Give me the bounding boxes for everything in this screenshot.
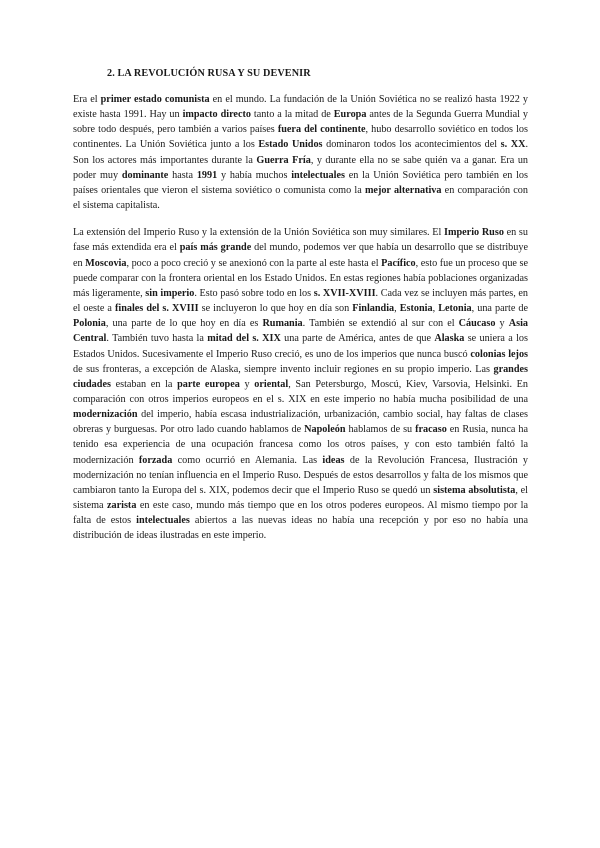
text-run: del mundo, podemos ver que había un desarrollo que se distribuye en [73, 242, 528, 269]
text-run: dominaron todos los acontecimientos del [322, 139, 501, 151]
text-run: , San Petersburgo, Moscú, Kiev, Varsovia, Helsinki. En comparación con otros imperios europeos en el s. XIX en este imperio no había mucha posibilidad de una [73, 378, 529, 405]
text-run: estaban en la [110, 378, 178, 390]
bold-term: sin imperio [145, 287, 195, 299]
bold-term: primer estado comunista [100, 94, 210, 105]
text-run: hablamos de su [345, 424, 416, 436]
bold-term: Alaska [434, 333, 465, 345]
paragraph [73, 92, 528, 213]
text-run: hasta [168, 169, 197, 181]
bold-term: impacto directo [182, 109, 251, 121]
text-run: , esto fue un proceso que se puede comparar con la frontera oriental en los Estado Unidos. En estas regiones había poblaciones organizadas más ligeramente, [73, 257, 528, 299]
text-run: , una parte de [471, 303, 529, 315]
bold-term: Europa [333, 109, 367, 121]
bold-term: finales del s. XVIII [114, 303, 199, 315]
bold-term: Imperio Ruso [444, 227, 504, 239]
text-run: en Rusia, nunca ha tenido esa experiencia de una ocupación francesa como los otros países, y con esto también faltó la modernización [73, 424, 529, 466]
bold-term: Letonia [438, 303, 472, 315]
text-run: abiertos a las nuevas ideas no había una recepción y por eso no había una distribución de ideas ilustradas en este imperio. [73, 515, 528, 542]
text-run: tanto a la mitad de [250, 109, 334, 121]
bold-term: Napoleón [304, 424, 346, 436]
bold-term: 1991 [196, 169, 218, 181]
text-run: en comparación con el sistema capitalista. [73, 184, 528, 212]
bold-term: oriental [254, 378, 289, 390]
bold-term: s. XVII-XVIII [313, 287, 376, 299]
bold-term: modernización [73, 409, 138, 421]
text-run: una parte de América, antes de que [280, 333, 435, 345]
text-run: , [432, 303, 439, 315]
text-run: , el sistema [73, 484, 528, 512]
text-run: se uniera a los Estados Unidos. Sucesivamente el Imperio Ruso creció, es uno de los imperios que nunca buscó [73, 333, 528, 360]
text-run: de sus fronteras, a excepción de Alaska, siempre invento incluir regiones en su propio imperio. Las [73, 363, 494, 375]
text-run: . Cada vez se incluyen más partes, en el oeste a [73, 287, 528, 315]
paragraph [73, 225, 528, 543]
bold-term: Rumania [262, 318, 303, 330]
document-page [73, 68, 528, 556]
bold-term: grandes ciudades [73, 363, 528, 390]
bold-term: parte europea [177, 378, 240, 390]
text-run: en este caso, mundo más tiempo que en los otros poderes europeos. Al mismo tiempo por la falta de estos [73, 500, 528, 527]
text-run: , [394, 303, 400, 315]
text-run: . Esto pasó sobre todo en los [194, 287, 314, 299]
text-run: La extensión del Imperio Ruso y la extensión de la Unión Soviética son muy similares. El [73, 227, 445, 239]
bold-term: zarista [107, 500, 137, 512]
text-run: . También tuvo hasta la [106, 333, 208, 345]
bold-term: Estonia [399, 303, 433, 315]
bold-term: fuera del continente [277, 124, 366, 136]
bold-term: Estado Unidos [258, 139, 323, 151]
bold-term: ideas [322, 454, 345, 466]
bold-term: Asia Central [73, 318, 528, 345]
body-text [73, 92, 528, 544]
text-run: , poco a poco creció y se anexionó con la parte al este hasta el [126, 257, 382, 269]
text-run: en el mundo. La fundación de la Unión Soviética no se realizó hasta 1922 y existe hasta 1991. Hay un [73, 94, 528, 121]
bold-term: país más grande [179, 242, 252, 254]
text-run: y [495, 318, 509, 330]
bold-term: Guerra Fría [256, 154, 311, 166]
text-run: en la Unión Soviética pero también en los países orientales que vieron el sistema soviético o comunista como la [73, 169, 528, 196]
text-run: y [239, 378, 255, 390]
text-run: en su fase más extendida era el [73, 227, 528, 254]
bold-term: s. XX [500, 139, 526, 151]
bold-term: mitad del s. XIX [207, 333, 281, 345]
text-run: , hubo desarrollo soviético en todos los continentes. La Unión Soviética junto a los [73, 124, 528, 151]
text-run: , una parte de lo que hoy en día es [105, 318, 263, 330]
bold-term: intelectuales [136, 515, 190, 527]
bold-term: Cáucaso [458, 318, 496, 330]
bold-term: colonias lejos [470, 348, 528, 360]
text-run: . Son los actores más importantes durante la [73, 139, 528, 166]
bold-term: fracaso [415, 424, 447, 436]
text-run: como ocurrió en Alemania. Las [172, 454, 323, 466]
text-run: , y durante ella no se sabe quién va a ganar. Era un poder muy [73, 154, 529, 181]
bold-term: Polonia [73, 318, 106, 330]
text-run: de la Revolución Francesa, Ilustración y modernización no tenían influencia en el Imperio Ruso. Después de estos desarrollos y falta de los mismos que cambiaron tanto la Europa del s. XIX, podemos decir que el Imperio Ruso se quedó un [73, 454, 528, 496]
text-run: y había muchos [217, 169, 292, 181]
text-run: antes de la Segunda Guerra Mundial y sobre todo después, pero también a varios países [73, 109, 528, 136]
text-run: se incluyeron lo que hoy en día son [198, 303, 353, 315]
bold-term: Moscovia [85, 257, 127, 269]
bold-term: Finlandia [352, 303, 395, 315]
bold-term: mejor alternativa [364, 184, 442, 196]
bold-term: sistema absolutista [433, 484, 516, 496]
section-heading: 2. LA REVOLUCIÓN RUSA Y SU DEVENIR [107, 68, 311, 79]
bold-term: forzada [138, 454, 173, 466]
bold-term: dominante [121, 169, 169, 181]
text-run: del imperio, había escasa industrialización, urbanización, cambio social, hay faltas de clases obreras y burguesas. Por otro lado cuando hablamos de [73, 409, 528, 436]
bold-term: intelectuales [291, 169, 345, 181]
text-run: Era el [73, 94, 101, 105]
text-run: . También se extendió al sur con el [302, 318, 459, 330]
bold-term: Pacífico [381, 257, 416, 269]
